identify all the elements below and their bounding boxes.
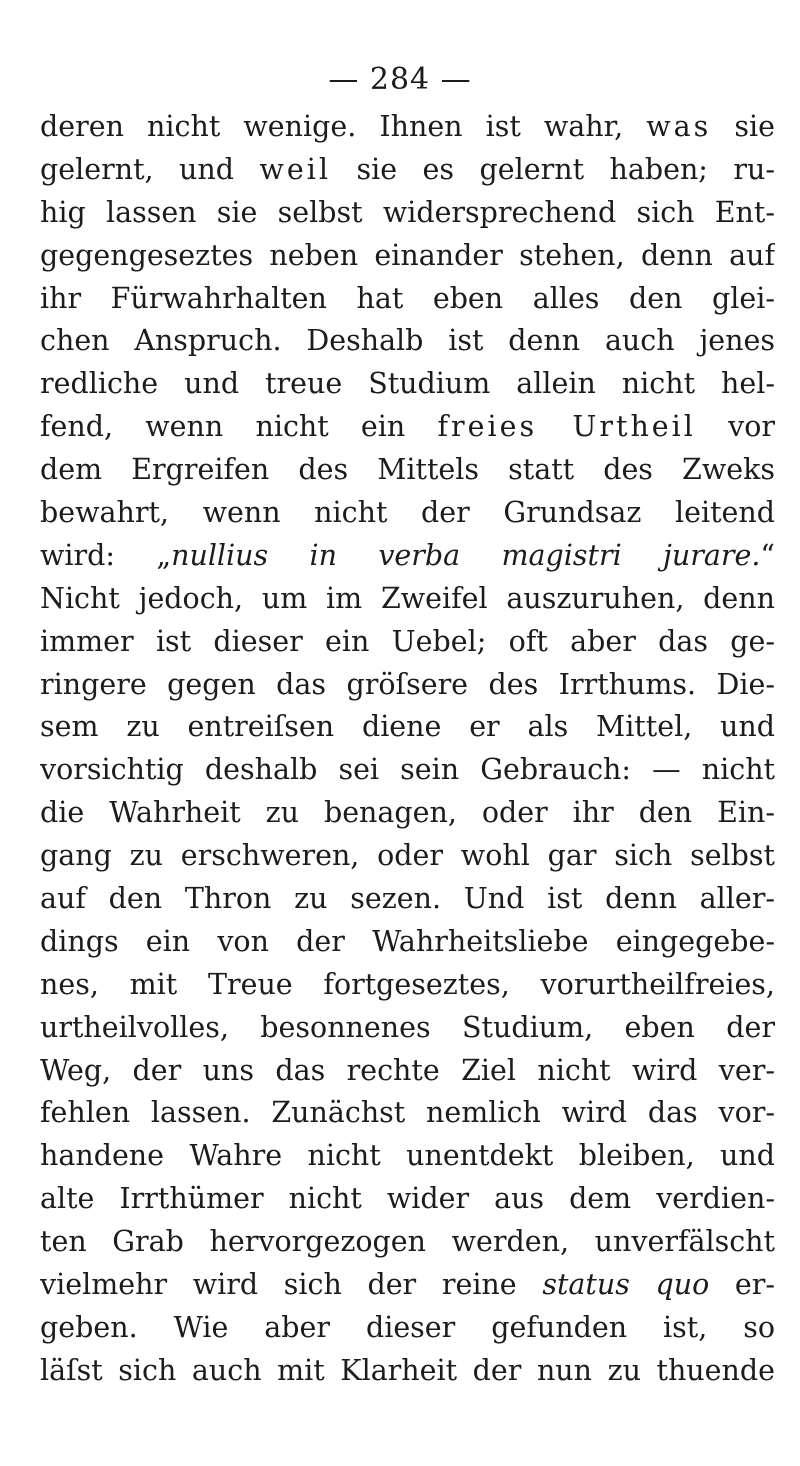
spaced-emphasis: freies Urtheil [437, 410, 696, 444]
text-segment: redliche und treue Studium allein nicht hel- [40, 367, 775, 401]
text-segment: die Wahrheit zu benagen, oder ihr den Ein- [40, 796, 775, 830]
text-segment: hig lassen sie selbst widersprechend sich Ent- [40, 195, 775, 229]
text-segment: “ [760, 538, 775, 572]
text-line [40, 106, 775, 149]
text-segment: vorsichtig deshalb sei sein Gebrauch: — nicht [40, 753, 775, 787]
text-segment: Weg, der uns das rechte Ziel nicht wird ver- [40, 1053, 775, 1087]
text-line [40, 449, 775, 492]
spaced-emphasis: was [646, 110, 712, 143]
text-segment: nes, mit Treue fortgeseztes, vorurtheilfreies, [40, 967, 775, 1001]
text-line [40, 406, 775, 449]
text-segment: alte Irrthümer nicht wider aus dem verdien- [40, 1182, 775, 1216]
text-line [40, 1221, 775, 1264]
text-line [40, 149, 775, 192]
text-segment: fend, wenn nicht ein [40, 410, 438, 444]
text-line [40, 1135, 775, 1178]
text-segment: vor [695, 410, 775, 444]
text-segment: sem zu entreiſsen diene er als Mittel, und [40, 710, 775, 744]
text-segment: auf den Thron zu sezen. Und ist denn aller- [40, 882, 775, 916]
text-segment: gang zu erschweren, oder wohl gar sich selbst [40, 839, 775, 873]
text-segment: chen Anspruch. Deshalb ist denn auch jenes [40, 324, 775, 358]
text-segment: gelernt, und [40, 152, 260, 186]
text-line [40, 964, 775, 1007]
text-line [40, 1007, 775, 1050]
text-line [40, 749, 775, 792]
text-segment: ten Grab hervorgezogen werden, unverfälscht [40, 1225, 775, 1259]
text-segment: vielmehr wird sich der reine [40, 1268, 543, 1302]
page-number-header: — 284 — [328, 62, 472, 97]
italic-phrase: nullius in verba magistri jurare. [171, 538, 761, 572]
text-line [40, 792, 775, 835]
text-segment: ihr Fürwahrhalten hat eben alles den glei- [40, 281, 775, 315]
text-segment: sie es gelernt haben; ru- [330, 152, 775, 186]
italic-phrase: status quo [542, 1268, 710, 1302]
text-segment: immer ist dieser ein Uebel; oft aber das ge- [40, 624, 775, 658]
text-line [40, 320, 775, 363]
text-line [40, 278, 775, 321]
text-line [40, 1050, 775, 1093]
body-text [40, 106, 775, 1393]
text-line [40, 578, 775, 621]
text-line [40, 1264, 775, 1307]
text-segment: dings ein von der Wahrheitsliebe eingegebe- [40, 924, 775, 958]
spaced-emphasis: weil [259, 152, 331, 186]
text-segment: er- [709, 1268, 775, 1302]
text-line [40, 921, 775, 964]
text-segment: Nicht jedoch, um im Zweifel auszuruhen, denn [40, 581, 775, 615]
text-line [40, 1307, 775, 1350]
text-line [40, 878, 775, 921]
text-segment: wird: „ [40, 538, 172, 572]
text-segment: deren nicht wenige. Ihnen ist wahr, [40, 110, 647, 143]
text-line [40, 621, 775, 664]
text-line [40, 363, 775, 406]
text-segment: bewahrt, wenn nicht der Grundsaz leitend [40, 496, 775, 530]
text-line [40, 835, 775, 878]
text-line [40, 1350, 775, 1393]
text-segment: läſst sich auch mit Klarheit der nun zu thuende [40, 1353, 775, 1387]
text-line [40, 1178, 775, 1221]
text-segment: handene Wahre nicht unentdekt bleiben, und [40, 1139, 775, 1173]
text-segment: gegengeseztes neben einander stehen, denn auf [40, 238, 775, 272]
text-segment: dem Ergreifen des Mittels statt des Zweks [40, 453, 775, 487]
text-line [40, 235, 775, 278]
text-line [40, 1092, 775, 1135]
text-line [40, 192, 775, 235]
text-segment: fehlen lassen. Zunächst nemlich wird das vor- [40, 1096, 775, 1130]
text-segment: geben. Wie aber dieser gefunden ist, so [40, 1310, 775, 1344]
text-line [40, 492, 775, 535]
text-segment: ringere gegen das gröſsere des Irrthums. Die- [40, 667, 775, 701]
text-segment: sie [711, 110, 775, 143]
text-segment: urtheilvolles, besonnenes Studium, eben der [40, 1010, 775, 1044]
text-line [40, 706, 775, 749]
text-line [40, 535, 775, 578]
text-line [40, 664, 775, 707]
